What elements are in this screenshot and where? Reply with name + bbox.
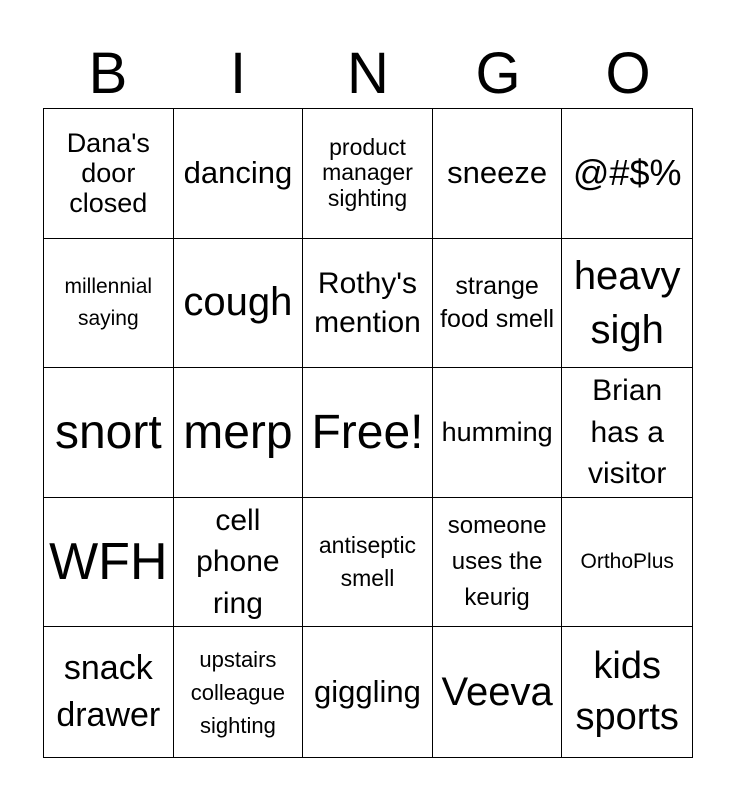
header-letter-n: N: [347, 41, 389, 106]
cell-text: giggling: [314, 673, 421, 709]
bingo-cell[interactable]: [303, 368, 433, 498]
cell-text: antiseptic smell: [318, 531, 417, 592]
cell-text: strange food smell: [440, 272, 555, 333]
bingo-cell[interactable]: [433, 627, 563, 757]
bingo-cell[interactable]: [44, 498, 174, 628]
cell-text: Veeva: [441, 669, 553, 714]
bingo-cell[interactable]: [562, 368, 692, 498]
cell-text: cough: [183, 280, 293, 325]
bingo-cell[interactable]: [44, 109, 174, 239]
bingo-cell[interactable]: [433, 368, 563, 498]
cell-text: heavy sigh: [573, 253, 681, 352]
bingo-board: [43, 108, 693, 758]
cell-text: OrthoPlus: [580, 550, 674, 574]
cell-text: WFH: [49, 532, 168, 591]
bingo-header: [43, 40, 693, 108]
cell-text: millennial saying: [64, 275, 153, 330]
bingo-cell[interactable]: [562, 627, 692, 757]
cell-text: kids sports: [575, 644, 679, 739]
bingo-cell[interactable]: [174, 368, 304, 498]
bingo-cell[interactable]: [303, 239, 433, 369]
bingo-cell[interactable]: [433, 498, 563, 628]
cell-text: merp: [183, 405, 293, 459]
cell-text: sneeze: [447, 154, 548, 190]
bingo-cell[interactable]: [303, 498, 433, 628]
bingo-cell[interactable]: [44, 368, 174, 498]
cell-text: someone uses the keurig: [447, 512, 547, 612]
header-letter-i: I: [229, 41, 247, 106]
cell-text: Free!: [311, 405, 424, 459]
cell-text: Brian has a visitor: [588, 374, 667, 491]
header-letter-b: B: [88, 41, 128, 106]
bingo-cell[interactable]: [562, 498, 692, 628]
bingo-cell[interactable]: [174, 109, 304, 239]
bingo-cell[interactable]: [174, 239, 304, 369]
cell-text: snort: [54, 405, 162, 459]
header-letter-g: G: [475, 41, 521, 106]
bingo-cell[interactable]: [562, 239, 692, 369]
cell-text: @#$%: [572, 152, 682, 194]
bingo-cell[interactable]: [433, 239, 563, 369]
header-letter-o: O: [605, 41, 651, 106]
bingo-cell[interactable]: [44, 239, 174, 369]
cell-text: cell phone ring: [196, 504, 280, 620]
bingo-cell[interactable]: [562, 109, 692, 239]
cell-text: upstairs colleague sighting: [190, 646, 285, 738]
cell-text: dancing: [183, 154, 293, 190]
cell-text: Dana's door closed: [66, 127, 150, 219]
bingo-cell[interactable]: [303, 627, 433, 757]
bingo-cell[interactable]: [174, 627, 304, 757]
bingo-cell[interactable]: [303, 109, 433, 239]
cell-text: humming: [441, 417, 553, 448]
cell-text: product manager sighting: [322, 133, 413, 212]
bingo-cell[interactable]: [433, 109, 563, 239]
bingo-cell[interactable]: [44, 627, 174, 757]
cell-text: snack drawer: [56, 649, 161, 735]
bingo-cell[interactable]: [174, 498, 304, 628]
cell-text: Rothy's mention: [314, 266, 421, 339]
